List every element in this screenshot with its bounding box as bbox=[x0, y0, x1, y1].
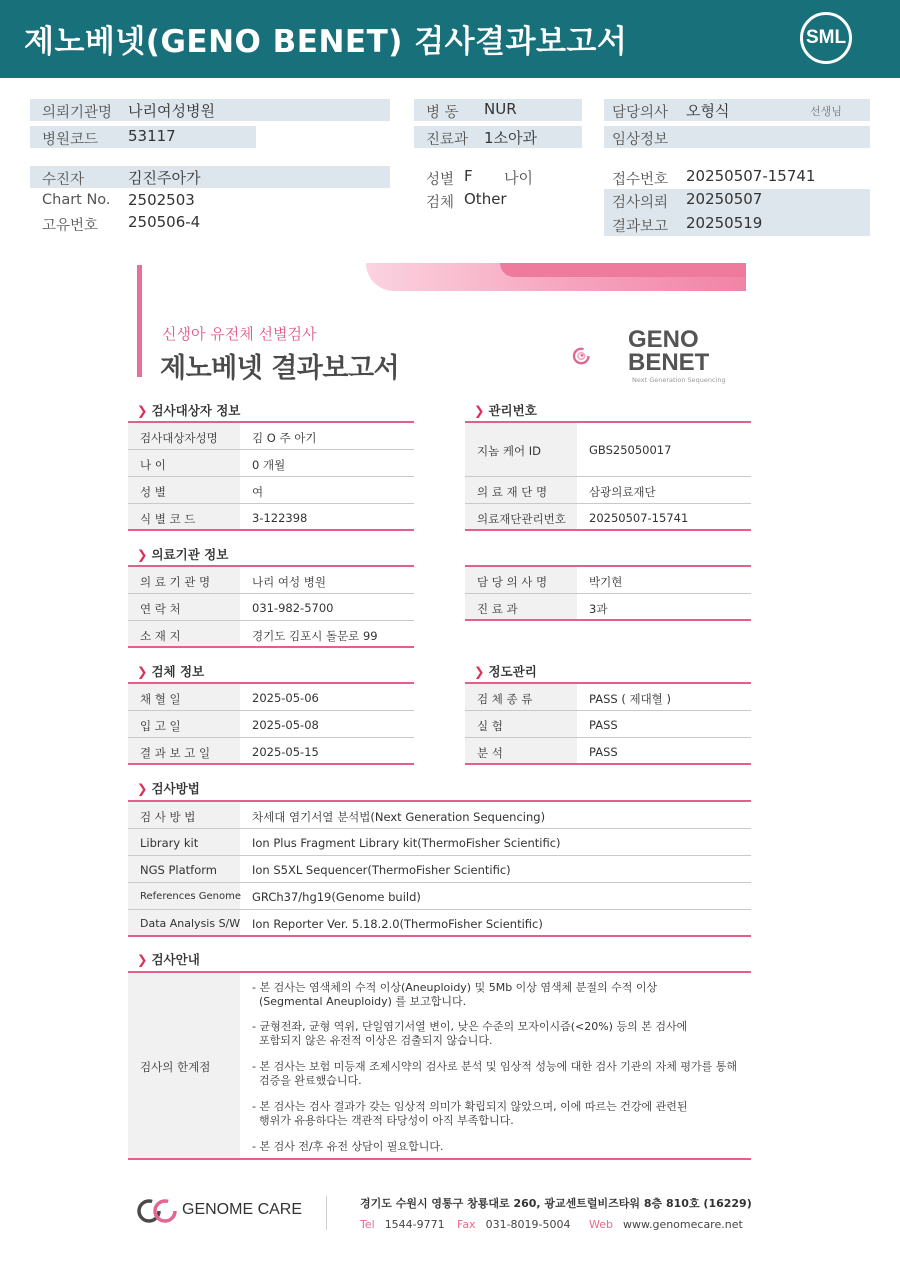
table-value: PASS bbox=[589, 745, 618, 759]
table-row bbox=[128, 567, 414, 594]
request-row bbox=[604, 189, 870, 213]
tel-label: Tel bbox=[360, 1218, 375, 1231]
table-value: Ion S5XL Sequencer(ThermoFisher Scientific) bbox=[252, 863, 511, 877]
section-mgmt-title: 관리번호 bbox=[488, 403, 537, 418]
section-mgmt-heading bbox=[474, 401, 537, 419]
hospital-label: 의뢰기관명 bbox=[42, 105, 113, 121]
notice-item bbox=[252, 1020, 752, 1048]
dept-row bbox=[414, 126, 582, 148]
notice-line: - 본 검사는 염색체의 수적 이상(Aneuploidy) 및 5Mb 이상 염색체 분절의 수적 이상 bbox=[252, 981, 658, 994]
patient-label: 수진자 bbox=[42, 172, 85, 188]
section-qc-heading bbox=[474, 662, 537, 680]
table-value: PASS ( 제대혈 ) bbox=[589, 692, 671, 706]
table-row bbox=[128, 883, 751, 910]
hospital-code-row bbox=[30, 126, 256, 148]
table-value: 031-982-5700 bbox=[252, 601, 334, 615]
table-value: 박기현 bbox=[589, 575, 623, 589]
table-value: Ion Plus Fragment Library kit(ThermoFisher Scientific) bbox=[252, 836, 561, 850]
ward-label: 병 동 bbox=[426, 105, 459, 121]
report-date-value: 20250519 bbox=[686, 214, 763, 232]
table-row bbox=[465, 711, 751, 738]
footer-web bbox=[589, 1218, 743, 1231]
specimen-table bbox=[128, 682, 414, 765]
table-key: 실 험 bbox=[465, 711, 577, 737]
table-row bbox=[465, 684, 751, 711]
doctor-value: 오형식 bbox=[686, 102, 730, 120]
receipt-label: 접수번호 bbox=[612, 172, 669, 188]
table-row bbox=[128, 910, 751, 937]
decorative-pink-band-dark bbox=[500, 263, 746, 277]
table-row bbox=[128, 802, 751, 829]
section-notice-heading bbox=[137, 950, 200, 968]
table-value: 여 bbox=[252, 485, 264, 499]
tel-value: 1544-9771 bbox=[384, 1218, 445, 1231]
table-value: Ion Reporter Ver. 5.18.2.0(ThermoFisher Scientific) bbox=[252, 917, 543, 931]
table-value: 김 O 주 아기 bbox=[252, 431, 317, 445]
hospital-row bbox=[30, 99, 390, 121]
table-value: GBS25050017 bbox=[589, 443, 672, 457]
receipt-value: 20250507-15741 bbox=[686, 167, 816, 185]
table-value: PASS bbox=[589, 718, 618, 732]
section-subject-heading bbox=[137, 401, 240, 419]
notice-item bbox=[252, 1140, 752, 1154]
table-key: Data Analysis S/W bbox=[128, 910, 240, 935]
report-date-label: 결과보고 bbox=[612, 219, 669, 235]
receipt-row bbox=[604, 166, 870, 188]
web-label: Web bbox=[589, 1218, 613, 1231]
table-value: 3과 bbox=[589, 602, 608, 616]
report-title: 제노베넷 결과보고서 bbox=[160, 353, 400, 384]
web-link[interactable]: www.genomecare.net bbox=[622, 1218, 743, 1231]
notice-line: - 본 검사 전/후 유전 상담이 필요합니다. bbox=[252, 1140, 444, 1153]
table-row bbox=[128, 423, 414, 450]
table-key: 연 락 처 bbox=[128, 594, 240, 620]
notice-line: (Segmental Aneuploidy) 를 보고합니다. bbox=[252, 995, 467, 1008]
table-key: 지놈 케어 ID bbox=[465, 423, 577, 476]
table-row bbox=[465, 594, 751, 621]
chevron-right-icon: ❯ bbox=[137, 664, 148, 679]
genobenet-logo-line2: BENET bbox=[628, 349, 710, 376]
sex-value: F bbox=[464, 167, 473, 185]
sml-logo-text: SML bbox=[805, 27, 847, 48]
table-key: 분 석 bbox=[465, 738, 577, 763]
notice-line: - 본 검사는 검사 결과가 갖는 임상적 의미가 확립되지 않았으며, 이에 따르는 건강에 관련된 bbox=[252, 1100, 688, 1113]
section-notice-title: 검사안내 bbox=[151, 952, 200, 967]
notice-label: 검사의 한계점 bbox=[128, 973, 240, 1158]
table-key: 식 별 코 드 bbox=[128, 504, 240, 529]
page-title: 제노베넷(GENO BENET) 검사결과보고서 bbox=[24, 24, 628, 60]
table-row bbox=[465, 477, 751, 504]
clinical-label: 임상정보 bbox=[612, 132, 669, 148]
dept-label: 진료과 bbox=[426, 132, 469, 148]
hospital-value: 나리여성병원 bbox=[128, 102, 215, 120]
table-key: 의 료 기 관 명 bbox=[128, 567, 240, 593]
table-value: 2025-05-06 bbox=[252, 691, 319, 705]
table-value: 20250507-15741 bbox=[589, 511, 689, 525]
table-row bbox=[128, 856, 751, 883]
sex-label: 성별 bbox=[426, 172, 455, 188]
table-value: 차세대 염기서열 분석법(Next Generation Sequencing) bbox=[252, 810, 546, 824]
sex-age-row bbox=[414, 166, 582, 188]
notice-item bbox=[252, 981, 752, 1009]
request-label: 검사의뢰 bbox=[612, 195, 669, 211]
chevron-right-icon: ❯ bbox=[474, 664, 485, 679]
table-key: 채 혈 일 bbox=[128, 684, 240, 710]
table-key: 성 별 bbox=[128, 477, 240, 503]
table-row bbox=[465, 504, 751, 531]
decorative-left-bar bbox=[137, 265, 142, 377]
hospital-code-label: 병원코드 bbox=[42, 132, 99, 148]
qc-table bbox=[465, 682, 751, 765]
fax-label: Fax bbox=[457, 1218, 476, 1231]
table-key: Library kit bbox=[128, 829, 240, 855]
table-value: 2025-05-08 bbox=[252, 718, 319, 732]
footer-fax bbox=[457, 1218, 571, 1231]
request-value: 20250507 bbox=[686, 190, 763, 208]
section-specimen-title: 검체 정보 bbox=[151, 664, 205, 679]
table-row bbox=[128, 711, 414, 738]
table-row bbox=[128, 621, 414, 648]
table-key: 결 과 보 고 일 bbox=[128, 738, 240, 763]
uid-label: 고유번호 bbox=[42, 218, 99, 234]
patient-row bbox=[30, 166, 390, 188]
table-row bbox=[128, 450, 414, 477]
table-key: 나 이 bbox=[128, 450, 240, 476]
method-table bbox=[128, 800, 751, 937]
genobenet-logo-tagline: Next Generation Sequencing bbox=[632, 376, 726, 384]
genobenet-logo-icon bbox=[572, 328, 628, 384]
table-row bbox=[128, 829, 751, 856]
table-value: 3-122398 bbox=[252, 511, 308, 525]
notice-line: 검증을 완료했습니다. bbox=[252, 1074, 362, 1087]
dept-value: 1소아과 bbox=[484, 129, 538, 147]
table-key: 소 재 지 bbox=[128, 621, 240, 646]
table-value: 2025-05-15 bbox=[252, 745, 319, 759]
notice-line: 포함되지 않은 유전적 이상은 검출되지 않습니다. bbox=[252, 1034, 493, 1047]
table-key: 진 료 과 bbox=[465, 594, 577, 619]
fax-value: 031-8019-5004 bbox=[485, 1218, 571, 1231]
ward-value: NUR bbox=[484, 100, 517, 118]
chart-label: Chart No. bbox=[42, 192, 111, 208]
section-subject-title: 검사대상자 정보 bbox=[151, 403, 241, 418]
uid-value: 250506-4 bbox=[128, 213, 201, 231]
section-institution-heading bbox=[137, 545, 228, 563]
specimen-label: 검체 bbox=[426, 195, 455, 211]
age-label: 나이 bbox=[504, 169, 533, 187]
notice-line: - 균형전좌, 균형 역위, 단일염기서열 변이, 낮은 수준의 모자이시즘(<20%) 등의 본 검사에 bbox=[252, 1020, 688, 1033]
section-institution-title: 의료기관 정보 bbox=[151, 547, 229, 562]
footer-divider bbox=[326, 1196, 327, 1230]
uid-row bbox=[30, 212, 390, 234]
table-row bbox=[128, 504, 414, 531]
table-value: 삼광의료재단 bbox=[589, 485, 656, 499]
notice-item bbox=[252, 1100, 752, 1128]
table-key: 의 료 재 단 명 bbox=[465, 477, 577, 503]
table-key: 담 당 의 사 명 bbox=[465, 567, 577, 593]
doctor-suffix: 선생님 bbox=[810, 105, 842, 118]
table-row bbox=[128, 594, 414, 621]
table-value: 경기도 김포시 돌문로 99 bbox=[252, 629, 378, 643]
notice-item bbox=[252, 1060, 752, 1088]
section-qc-title: 정도관리 bbox=[488, 664, 537, 679]
doctor-row bbox=[604, 99, 870, 121]
specimen-value: Other bbox=[464, 190, 507, 208]
report-date-row bbox=[604, 213, 870, 236]
table-row bbox=[128, 684, 414, 711]
chevron-right-icon: ❯ bbox=[474, 403, 485, 418]
table-row bbox=[128, 738, 414, 765]
chart-value: 2502503 bbox=[128, 191, 195, 209]
doctor-label: 담당의사 bbox=[612, 105, 669, 121]
table-key: 의료재단관리번호 bbox=[465, 504, 577, 529]
section-specimen-heading bbox=[137, 662, 204, 680]
genobenet-logo-line1: GENO bbox=[628, 326, 699, 353]
institution-table-right bbox=[465, 565, 751, 621]
table-value: 0 개월 bbox=[252, 458, 286, 472]
chevron-right-icon: ❯ bbox=[137, 547, 148, 562]
genome-care-logo-icon bbox=[136, 1198, 180, 1224]
mgmt-table bbox=[465, 421, 751, 531]
ward-row bbox=[414, 99, 582, 121]
table-key: 검사대상자성명 bbox=[128, 423, 240, 449]
table-key: 검 체 종 류 bbox=[465, 684, 577, 710]
chevron-right-icon: ❯ bbox=[137, 403, 148, 418]
notice-line: - 본 검사는 보험 미등재 조제시약의 검사로 분석 및 임상적 성능에 대한 검사 기관의 자체 평가를 통해 bbox=[252, 1060, 737, 1073]
section-method-heading bbox=[137, 779, 200, 797]
footer-address: 경기도 수원시 영통구 창룡대로 260, 광교센트럴비즈타워 8층 810호 (16229) bbox=[360, 1197, 752, 1210]
top-header-bar bbox=[0, 0, 900, 78]
table-row bbox=[128, 477, 414, 504]
sml-logo bbox=[800, 12, 852, 64]
notice-line: 행위가 유용하다는 객관적 타당성이 아직 부족합니다. bbox=[252, 1114, 514, 1127]
hospital-code-value: 53117 bbox=[128, 127, 176, 145]
specimen-row bbox=[414, 189, 582, 211]
table-row bbox=[465, 567, 751, 594]
table-key: 입 고 일 bbox=[128, 711, 240, 737]
footer-tel bbox=[360, 1218, 445, 1231]
table-value: GRCh37/hg19(Genome build) bbox=[252, 890, 421, 904]
table-key: NGS Platform bbox=[128, 856, 240, 882]
notice-table bbox=[128, 971, 751, 1160]
table-value: 나리 여성 병원 bbox=[252, 575, 326, 589]
clinical-row bbox=[604, 126, 870, 148]
chart-row bbox=[30, 190, 390, 212]
chevron-right-icon: ❯ bbox=[137, 781, 148, 796]
genome-care-logo-text: GENOME CARE bbox=[182, 1201, 303, 1218]
chevron-right-icon: ❯ bbox=[137, 952, 148, 967]
patient-value: 김진주아가 bbox=[128, 169, 201, 187]
table-key: 검 사 방 법 bbox=[128, 802, 240, 828]
table-row bbox=[465, 738, 751, 765]
table-key: References Genome bbox=[128, 883, 240, 909]
section-method-title: 검사방법 bbox=[151, 781, 200, 796]
institution-table-left bbox=[128, 565, 414, 648]
table-row bbox=[465, 423, 751, 477]
report-subtitle: 신생아 유전체 선별검사 bbox=[162, 325, 317, 343]
subject-table bbox=[128, 421, 414, 531]
